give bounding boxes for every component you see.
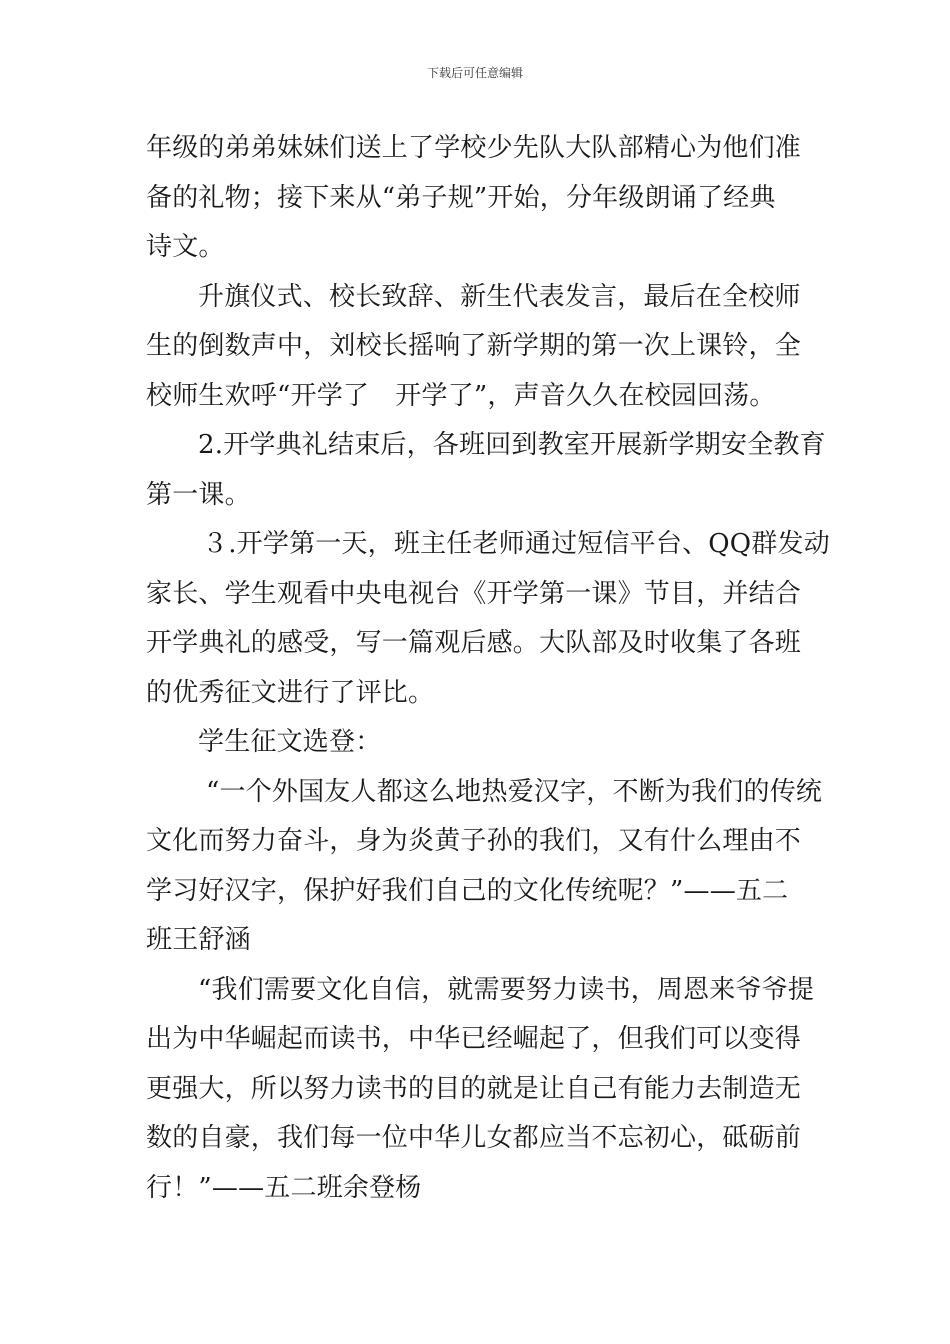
text-line: 年级的弟弟妹妹们送上了学校少先队大队部精心为他们准 bbox=[146, 133, 802, 163]
text-line: 2.开学典礼结束后，各班回到教室开展新学期安全教育 bbox=[198, 430, 826, 460]
text-line: “一个外国友人都这么地热爱汉字，不断为我们的传统 bbox=[206, 776, 823, 807]
page-header: 下载后可任意编辑 bbox=[426, 66, 523, 80]
text-line: 家长、学生观看中央电视台《开学第一课》节目，并结合 bbox=[146, 578, 802, 609]
text-line: 校师生欢呼“开学了 开学了”，声音久久在校园回荡。 bbox=[146, 380, 776, 411]
text-line: 行！”——五二班余登杨 bbox=[146, 1172, 422, 1203]
text-line: 备的礼物；接下来从“弟子规”开始，分年级朗诵了经典 bbox=[146, 182, 776, 213]
text-line: 开学典礼的感受，写一篇观后感。大队部及时收集了各班 bbox=[146, 628, 802, 658]
text-line: 第一课。 bbox=[146, 479, 251, 510]
text-line: 班王舒涵 bbox=[146, 925, 251, 955]
text-line: 学生征文选登： bbox=[198, 727, 382, 757]
text-line: 诗文。 bbox=[146, 232, 225, 262]
text-line: 出为中华崛起而读书，中华已经崛起了，但我们可以变得 bbox=[146, 1024, 802, 1054]
document-body bbox=[146, 124, 830, 1213]
text-line: 更强大，所以努力读书的目的就是让自己有能力去制造无 bbox=[146, 1073, 802, 1104]
text-line: “我们需要文化自信，就需要努力读书，周恩来爷爷提 bbox=[198, 974, 815, 1005]
text-line: 的优秀征文进行了评比。 bbox=[146, 677, 435, 708]
text-line: ３.开学第一天，班主任老师通过短信平台、QQ群发动 bbox=[202, 529, 830, 559]
text-line: 学习好汉字，保护好我们自己的文化传统呢？”——五二 bbox=[146, 875, 789, 906]
text-line: 数的自豪，我们每一位中华儿女都应当不忘初心，砥砺前 bbox=[146, 1123, 802, 1153]
text-line: 升旗仪式、校长致辞、新生代表发言，最后在全校师 bbox=[198, 281, 801, 312]
text-line: 文化而努力奋斗，身为炎黄子孙的我们，又有什么理由不 bbox=[146, 826, 802, 856]
text-line: 生的倒数声中，刘校长摇响了新学期的第一次上课铃，全 bbox=[146, 331, 802, 361]
